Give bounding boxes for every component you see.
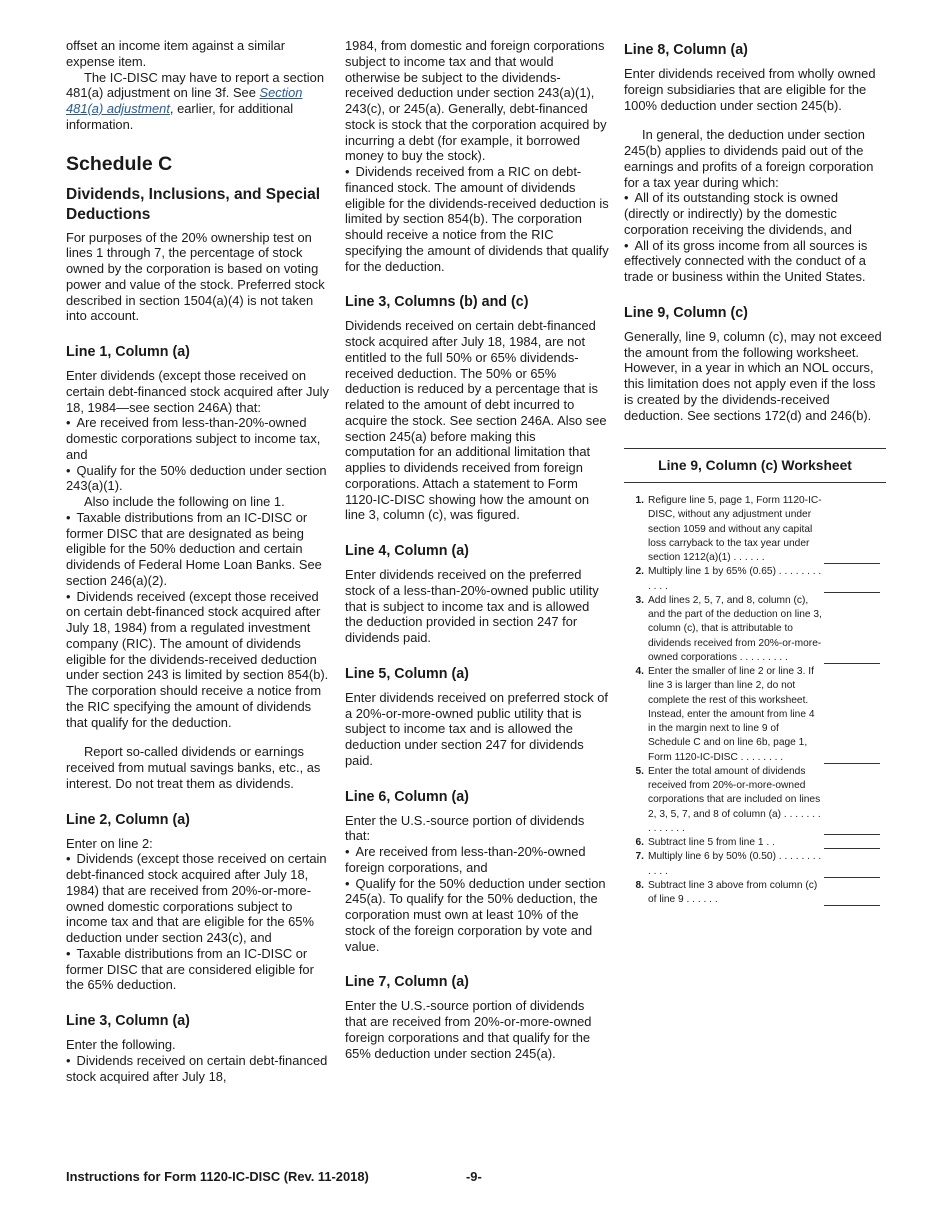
column-1 <box>66 38 330 1084</box>
paragraph: Enter the U.S.-source portion of dividends that are received from 20%-or-more-owned foreign corporations and that qualify for the 65% deduction under section 245(a). <box>345 998 592 1061</box>
worksheet-line-text: Enter the smaller of line 2 or line 3. If line 3 is larger than line 2, do not complete the rest of this worksheet. Instead, enter the amount from line 4 in the margin next to line 9 of Schedule C and on line 6b, page 1, Form 1120-IC-DISC . . . . . . . . <box>648 666 815 763</box>
column-3 <box>624 38 886 907</box>
paragraph: For purposes of the 20% ownership test on lines 1 through 7, the percentage of stock owned by the corporation is based on voting power and value of the stock. Preferred stock described in section 1504(a)(4) is not taken into account. <box>66 229 325 324</box>
paragraph: Enter dividends (except those received on certain debt-financed stock acquired after July 18, 1984—see section 246A) that: <box>66 368 329 415</box>
bullet-item: • All of its outstanding stock is owned (directly or indirectly) by the domestic corporation receiving the dividends, and <box>624 190 886 237</box>
line-3-columns-b-c-heading: Line 3, Columns (b) and (c) <box>345 294 529 311</box>
paragraph: Dividends received on certain debt-financed stock acquired after July 18, 1984, are not entitled to the full 50% or 65% dividends-received deduction. The 50% or 65% deduction is reduced by a percentage that is related to the amount of debt incurred to acquire the stock. See section 246A. Also see section 245(a) before making this computation for an additional limitation that applies to dividends received from foreign corporations. Attach a statement to Form 1120-IC-DISC showing how the amount on line 3, column (c), was figured. <box>345 318 607 523</box>
worksheet <box>624 448 886 907</box>
section-subtitle: Dividends, Inclusions, and Special Deductions <box>66 185 321 223</box>
worksheet-line-text: Multiply line 6 by 50% (0.50) . . . . . . . . . . . . <box>648 851 822 877</box>
worksheet-line-7 <box>624 850 886 879</box>
worksheet-line-3 <box>624 594 886 665</box>
bullet-item: • Qualify for the 50% deduction under section 243(a)(1). <box>66 463 330 495</box>
worksheet-line-number: 8. <box>635 879 644 891</box>
worksheet-line-5 <box>624 765 886 836</box>
bullet-item: • Taxable distributions from an IC-DISC or former DISC that are considered eligible for the 65% deduction. <box>66 946 330 993</box>
bullet-item: • Are received from less-than-20%-owned domestic corporations subject to income tax, and <box>66 415 330 462</box>
section-481a-adjustment-link[interactable]: Section 481(a) adjustment <box>66 85 303 116</box>
paragraph: Report so-called dividends or earnings received from mutual savings banks, etc., as interest. Do not treat them as dividends. <box>66 744 321 791</box>
worksheet-line-number: 7. <box>635 851 644 863</box>
line-8-heading: Line 8, Column (a) <box>624 42 748 58</box>
worksheet-line-number: 4. <box>635 666 644 677</box>
bullet-item: • Dividends received from a RIC on debt-financed stock. The amount of dividends eligible for the dividends-received deduction is limited by section 854(b). The corporation should receive a notice from the RIC specifying the amount of dividends that qualify for the deduction. <box>345 164 609 274</box>
paragraph: Enter dividends received on the preferred stock of a less-than-20%-owned public utility that is subject to income tax and is allowed the deduction provided in section 247 for dividends paid. <box>345 567 599 645</box>
paragraph: In general, the deduction under section 245(b) applies to dividends paid out of the earnings and profits of a foreign corporation for a tax year during which: <box>624 127 874 190</box>
page-footer <box>66 1169 482 1184</box>
line-9-heading: Line 9, Column (c) <box>624 304 748 321</box>
worksheet-entry-field[interactable] <box>824 765 888 836</box>
worksheet-line-text: Multiply line 1 by 65% (0.65) . . . . . . . . . . . . <box>648 566 822 592</box>
worksheet-entry-field[interactable] <box>824 565 888 594</box>
worksheet-line-number: 3. <box>635 594 644 606</box>
worksheet-line-number: 6. <box>635 837 644 848</box>
worksheet-line-number: 5. <box>635 765 644 777</box>
worksheet-entry-field[interactable] <box>824 879 888 908</box>
worksheet-line-8 <box>624 879 886 908</box>
bullet-item: • Are received from less-than-20%-owned foreign corporations, and <box>345 844 609 876</box>
paragraph: offset an income item against a similar expense item. <box>66 38 286 69</box>
line-4-heading: Line 4, Column (a) <box>345 543 469 559</box>
paragraph: Enter the following. <box>66 1037 176 1052</box>
paragraph: Enter dividends received from wholly owned foreign subsidiaries that are eligible for the 100% deduction under section 245(b). <box>624 66 876 113</box>
bullet-item: • Qualify for the 50% deduction under section 245(a). To qualify for the 50% deduction, the corporation must own at least 10% of the stock of the foreign corporation by vote and value. <box>345 876 609 955</box>
worksheet-line-text: Enter the total amount of dividends received from 20%-or-more-owned corporations that are included on lines 2, 3, 5, 7, and 8 of column (a) . . . . . . . . . . . . . . <box>648 765 821 834</box>
paragraph-text: , earlier, for additional information. <box>66 101 294 132</box>
line-7-heading: Line 7, Column (a) <box>345 974 469 991</box>
footer-form-title: Instructions for Form 1120-IC-DISC (Rev. 11-2018) <box>66 1169 369 1184</box>
bullet-item: • Taxable distributions from an IC-DISC or former DISC that are designated as being eligible for the 50% deduction and certain dividends of Federal Home Loan Banks. See section 246(a)(2). <box>66 510 330 589</box>
worksheet-entry-field[interactable] <box>824 850 888 879</box>
paragraph: Enter dividends received on preferred stock of a 20%-or-more-owned public utility that is subject to income tax and is allowed the deduction under section 247 for dividends paid. <box>345 689 608 768</box>
worksheet-line-text: Subtract line 5 from line 1 . . <box>648 837 775 848</box>
schedule-title: Schedule C <box>66 152 173 175</box>
worksheet-lines <box>624 494 886 907</box>
paragraph-text: The IC-DISC may have to report a section 481(a) adjustment on line 3f. See <box>66 69 325 101</box>
paragraph: Enter the U.S.-source portion of dividends that: <box>345 812 585 844</box>
worksheet-line-1 <box>624 494 886 565</box>
worksheet-entry-field[interactable] <box>824 494 888 565</box>
line-3-heading: Line 3, Column (a) <box>66 1013 190 1029</box>
worksheet-entry-field[interactable] <box>824 594 888 665</box>
worksheet-line-2 <box>624 565 886 594</box>
worksheet-line-number: 1. <box>635 495 644 506</box>
line-6-heading: Line 6, Column (a) <box>345 788 469 805</box>
bullet-item: • All of its gross income from all sources is effectively connected with the conduct of a trade or business within the United States. <box>624 238 886 285</box>
worksheet-title: Line 9, Column (c) Worksheet <box>624 449 886 483</box>
line-5-heading: Line 5, Column (a) <box>345 665 469 682</box>
bullet-item: • Dividends received on certain debt-financed stock acquired after July 18, <box>66 1053 330 1085</box>
line-2-heading: Line 2, Column (a) <box>66 811 190 828</box>
worksheet-line-text: Add lines 2, 5, 7, and 8, column (c), and the part of the deduction on line 3, column (c), that is attributable to dividends received from 20%-or-more-owned corporations . . . . . . . . . <box>648 594 822 663</box>
paragraph <box>66 70 330 133</box>
column-2 <box>345 38 609 1061</box>
worksheet-line-text: Subtract line 3 above from column (c) of line 9 . . . . . . <box>648 879 818 905</box>
worksheet-entry-field[interactable] <box>824 665 888 765</box>
bullet-item: • Dividends received (except those received on certain debt-financed stock acquired after July 18, 1984) from a regulated investment company (RIC). The amount of dividends eligible for the dividends-received deduction under section 243 is limited by section 854(b). The corporation should receive a notice from the RIC specifying the amount of dividends that qualify for the deduction. <box>66 589 330 731</box>
paragraph: 1984, from domestic and foreign corporations subject to income tax and that would otherwise be subject to the dividends-received deduction under section 243(a)(1), 243(c), or 245(a). Generally, debt-financed stock is stock that the corporation acquired by incurring a debt (for example, it borrowed money to buy the stock). <box>345 38 607 164</box>
bullet-item: • Dividends (except those received on certain debt-financed stock acquired after July 18, 1984) that are received from 20%-or-more-owned domestic corporations subject to income tax and that are eligible for the 65% deduction under section 243(c), and <box>66 851 330 946</box>
paragraph: Enter on line 2: <box>66 835 153 851</box>
worksheet-line-6 <box>624 836 886 850</box>
line-1-heading: Line 1, Column (a) <box>66 344 190 360</box>
paragraph: Generally, line 9, column (c), may not exceed the amount from the following worksheet. However, in a year in which an NOL occurs, this limitation does not apply even if the loss is created by the dividends-received deduction. See sections 172(d) and 246(b). <box>624 328 882 423</box>
worksheet-line-text: Refigure line 5, page 1, Form 1120-IC-DISC, without any adjustment under section 1059 and without any capital loss carryback to the tax year under section 1212(a)(1) . . . . . . <box>648 495 822 563</box>
worksheet-line-4 <box>624 665 886 765</box>
page-number: -9- <box>466 1169 482 1184</box>
worksheet-line-number: 2. <box>635 566 644 578</box>
paragraph: Also include the following on line 1. <box>84 494 285 509</box>
worksheet-entry-field[interactable] <box>824 836 888 850</box>
